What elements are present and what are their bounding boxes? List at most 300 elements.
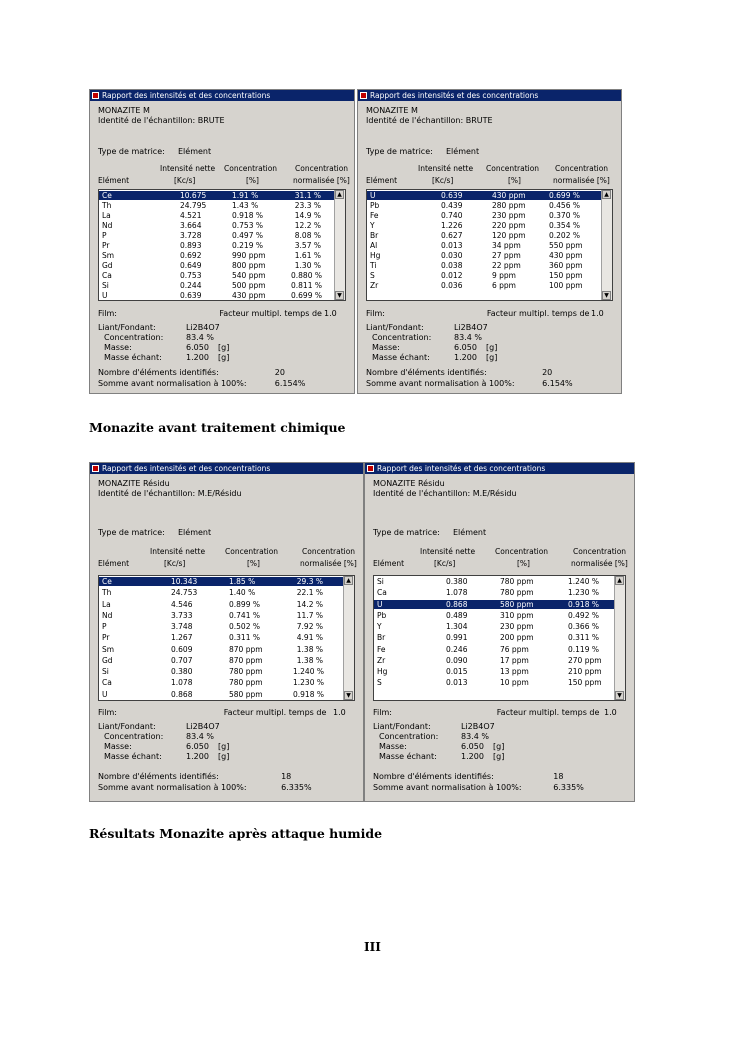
table-row[interactable]	[99, 221, 335, 230]
vertical-scrollbar[interactable]	[343, 576, 354, 700]
element-cell: Ce	[102, 577, 112, 586]
report-window-residu-1	[89, 462, 364, 802]
factor-label: Facteur multipl. temps de	[219, 309, 322, 318]
element-cell: Si	[377, 577, 384, 586]
element-cell: Ca	[377, 588, 387, 598]
normalized-cell: 7.92 %	[296, 622, 323, 632]
concentration-cell: 430 ppm	[492, 191, 526, 200]
table-row[interactable]	[367, 211, 602, 220]
table-row[interactable]	[99, 667, 344, 676]
masse-label: Masse:	[104, 343, 132, 352]
element-list[interactable]	[366, 189, 613, 301]
header-concentration: Concentration	[225, 547, 279, 556]
element-cell: Y	[370, 221, 375, 230]
vertical-scrollbar[interactable]	[334, 190, 345, 300]
sum-value: 6.154%	[542, 379, 573, 388]
table-row[interactable]	[99, 271, 335, 280]
table-row[interactable]	[99, 241, 335, 250]
app-icon	[92, 465, 99, 472]
masse-echant-unit: [g]	[493, 752, 505, 761]
matrix-value: Elément	[453, 528, 487, 537]
intensity-cell: 0.868	[171, 689, 193, 699]
window-titlebar	[365, 463, 634, 474]
element-cell: U	[102, 689, 108, 699]
normalized-cell: 11.7 %	[296, 610, 323, 620]
intensity-cell: 0.090	[446, 655, 468, 665]
normalized-cell: 0.699 %	[291, 291, 322, 300]
intensity-cell: 0.707	[171, 655, 193, 665]
concentration-cell: 1.85 %	[229, 577, 256, 586]
element-count-label: Nombre d'éléments identifiés:	[98, 368, 219, 377]
masse-echant-label: Masse échant:	[372, 353, 430, 362]
intensity-cell: 1.304	[446, 622, 468, 632]
intensity-cell: 0.753	[180, 271, 202, 280]
header-element: Elément	[366, 176, 398, 185]
table-row[interactable]	[99, 201, 335, 210]
sum-value: 6.335%	[281, 783, 312, 792]
concentration-cell: 0.497 %	[232, 231, 263, 240]
masse-echant-unit: [g]	[218, 752, 230, 761]
element-count-label: Nombre d'éléments identifiés:	[98, 772, 219, 781]
masse-echant-label: Masse échant:	[379, 752, 437, 761]
concentration-cell: 580 ppm	[500, 599, 534, 609]
sum-value: 6.154%	[274, 379, 306, 388]
intensity-cell: 0.038	[441, 261, 463, 270]
table-row[interactable]	[99, 622, 344, 631]
element-count-value: 20	[542, 368, 553, 377]
concentration-cell: 780 ppm	[500, 577, 534, 586]
table-row[interactable]	[374, 577, 615, 586]
concentration-cell: 870 ppm	[229, 655, 263, 665]
intensity-cell: 0.627	[441, 231, 463, 240]
element-cell: Si	[102, 281, 109, 290]
normalized-cell: 1.38 %	[296, 644, 323, 654]
header-concentration: Concentration	[486, 164, 540, 173]
intensity-cell: 0.013	[446, 678, 468, 688]
normalized-cell: 1.38 %	[296, 655, 323, 665]
header-intensity-unit: [Kc/s]	[174, 176, 196, 185]
table-row[interactable]	[99, 645, 344, 654]
intensity-cell: 3.748	[171, 622, 193, 632]
intensity-cell: 0.244	[180, 281, 202, 290]
table-row[interactable]	[367, 231, 602, 240]
header-intensity-unit: [Kc/s]	[164, 559, 186, 568]
masse-unit: [g]	[218, 742, 230, 751]
concentration-cell: 310 ppm	[500, 610, 534, 620]
normalized-cell: 0.202 %	[549, 231, 580, 240]
element-cell: Y	[377, 622, 382, 632]
sample-id: Identité de l'échantillon: M.E/Résidu	[98, 489, 242, 498]
normalized-cell: 0.699 %	[549, 191, 580, 200]
table-row[interactable]	[99, 577, 344, 586]
table-row[interactable]	[374, 645, 615, 654]
window-title: Rapport des intensités et des concentrations	[102, 91, 271, 100]
intensity-cell: 1.078	[446, 588, 468, 598]
normalized-cell: 0.119 %	[568, 644, 599, 654]
table-row[interactable]	[99, 690, 344, 699]
element-cell: P	[102, 622, 107, 632]
header-concentration: Concentration	[224, 164, 278, 173]
arrow-down-icon: ▼	[346, 692, 351, 699]
element-cell: U	[377, 599, 383, 609]
concentration-label: Concentration:	[379, 732, 439, 741]
masse-echant-label: Masse échant:	[104, 353, 162, 362]
scroll-up-button[interactable]	[335, 190, 344, 199]
element-cell: La	[102, 211, 111, 220]
concentration-cell: 0.311 %	[229, 633, 260, 643]
liant-value: Li2B4O7	[461, 722, 495, 731]
app-icon	[92, 92, 99, 99]
window-titlebar	[90, 90, 354, 101]
normalized-cell: 0.811 %	[291, 281, 322, 290]
header-normalized: Concentration	[555, 164, 609, 173]
liant-value: Li2B4O7	[186, 722, 220, 731]
element-count-label: Nombre d'éléments identifiés:	[366, 368, 487, 377]
header-normalized-unit: normalisée [%]	[571, 559, 628, 568]
film-label: Film:	[98, 309, 117, 318]
table-row[interactable]	[374, 622, 615, 631]
arrow-up-icon: ▲	[346, 577, 351, 584]
vertical-scrollbar[interactable]	[601, 190, 612, 300]
factor-label: Facteur multipl. temps de	[223, 708, 327, 717]
element-cell: Nd	[102, 610, 113, 620]
element-cell: Br	[370, 231, 379, 240]
header-concentration-unit: [%]	[517, 559, 530, 568]
element-cell: Nd	[102, 221, 113, 230]
element-count-value: 18	[281, 772, 292, 781]
normalized-cell: 8.08 %	[294, 231, 321, 240]
sum-label: Somme avant normalisation à 100%:	[98, 379, 247, 388]
intensity-cell: 0.380	[446, 577, 468, 586]
sum-label: Somme avant normalisation à 100%:	[373, 783, 522, 792]
masse-label: Masse:	[104, 742, 132, 751]
arrow-up-icon: ▲	[604, 191, 609, 198]
element-cell: S	[370, 271, 375, 280]
scroll-down-button[interactable]	[615, 691, 624, 700]
sample-name: MONAZITE Résidu	[98, 479, 170, 488]
normalized-cell: 100 ppm	[549, 281, 583, 290]
header-concentration-unit: [%]	[508, 176, 521, 185]
element-list[interactable]	[98, 189, 346, 301]
concentration-cell: 6 ppm	[492, 281, 516, 290]
table-row[interactable]	[367, 241, 602, 250]
header-element: Elément	[373, 559, 405, 568]
intensity-cell: 24.753	[171, 588, 198, 598]
matrix-label: Type de matrice:	[98, 528, 165, 537]
masse-label: Masse:	[379, 742, 407, 751]
liant-value: Li2B4O7	[454, 323, 488, 332]
element-cell: Ti	[370, 261, 377, 270]
header-intensity: Intensité nette	[150, 547, 206, 556]
masse-unit: [g]	[493, 742, 505, 751]
intensity-cell: 1.078	[171, 678, 193, 688]
normalized-cell: 150 ppm	[568, 678, 602, 688]
arrow-up-icon: ▲	[337, 191, 342, 198]
normalized-cell: 0.311 %	[568, 633, 599, 643]
arrow-up-icon: ▲	[617, 577, 622, 584]
concentration-label: Concentration:	[372, 333, 432, 342]
normalized-cell: 1.230 %	[568, 588, 599, 598]
concentration-cell: 0.219 %	[232, 241, 263, 250]
intensity-cell: 0.893	[180, 241, 202, 250]
masse-unit: [g]	[218, 343, 230, 352]
intensity-cell: 4.521	[180, 211, 202, 220]
table-row[interactable]	[99, 611, 344, 620]
scroll-up-button[interactable]	[344, 576, 353, 585]
table-row[interactable]	[367, 201, 602, 210]
table-row[interactable]	[367, 271, 602, 280]
masse-value: 6.050	[186, 343, 209, 352]
concentration-cell: 76 ppm	[500, 644, 529, 654]
matrix-label: Type de matrice:	[98, 147, 165, 156]
concentration-value: 83.4 %	[186, 333, 214, 342]
intensity-cell: 1.226	[441, 221, 463, 230]
page-number: III	[364, 940, 381, 954]
normalized-cell: 210 ppm	[568, 667, 602, 677]
element-list[interactable]	[373, 575, 626, 701]
normalized-cell: 550 ppm	[549, 241, 583, 250]
sum-label: Somme avant normalisation à 100%:	[98, 783, 247, 792]
window-title: Rapport des intensités et des concentrations	[370, 91, 539, 100]
masse-echant-value: 1.200	[186, 353, 209, 362]
element-cell: Hg	[377, 667, 388, 677]
element-cell: Ce	[102, 191, 112, 200]
liant-label: Liant/Fondant:	[366, 323, 424, 332]
liant-label: Liant/Fondant:	[98, 722, 156, 731]
sample-id: Identité de l'échantillon: BRUTE	[98, 116, 225, 125]
masse-unit: [g]	[486, 343, 498, 352]
table-row[interactable]	[99, 600, 344, 609]
normalized-cell: 31.1 %	[294, 191, 321, 200]
intensity-cell: 1.267	[171, 633, 193, 643]
intensity-cell: 0.692	[180, 251, 202, 260]
intensity-cell: 24.795	[180, 201, 207, 210]
header-intensity: Intensité nette	[160, 164, 216, 173]
concentration-value: 83.4 %	[454, 333, 482, 342]
concentration-cell: 0.899 %	[229, 599, 260, 609]
sum-value: 6.335%	[553, 783, 584, 792]
liant-label: Liant/Fondant:	[373, 722, 431, 731]
scroll-up-button[interactable]	[602, 190, 611, 199]
intensity-cell: 0.991	[446, 633, 468, 643]
scroll-down-button[interactable]	[602, 291, 611, 300]
masse-value: 6.050	[454, 343, 477, 352]
table-row[interactable]	[367, 281, 602, 290]
normalized-cell: 4.91 %	[296, 633, 323, 643]
table-row[interactable]	[99, 281, 335, 290]
concentration-cell: 230 ppm	[492, 211, 526, 220]
window-title: Rapport des intensités et des concentrations	[377, 464, 546, 473]
element-cell: La	[102, 599, 111, 609]
scroll-down-button[interactable]	[335, 291, 344, 300]
normalized-cell: 430 ppm	[549, 251, 583, 260]
element-cell: Pb	[377, 610, 387, 620]
intensity-cell: 0.649	[180, 261, 202, 270]
normalized-cell: 3.57 %	[294, 241, 321, 250]
element-cell: Fe	[370, 211, 379, 220]
normalized-cell: 0.492 %	[568, 610, 599, 620]
factor-value: 1.0	[333, 708, 346, 717]
sample-name: MONAZITE Résidu	[373, 479, 445, 488]
intensity-cell: 0.639	[180, 291, 202, 300]
element-list[interactable]	[98, 575, 355, 701]
intensity-cell: 3.728	[180, 231, 202, 240]
intensity-cell: 0.012	[441, 271, 463, 280]
element-cell: U	[102, 291, 108, 300]
intensity-cell: 0.246	[446, 644, 468, 654]
concentration-cell: 540 ppm	[232, 271, 266, 280]
sum-label: Somme avant normalisation à 100%:	[366, 379, 515, 388]
element-cell: Br	[377, 633, 386, 643]
table-row[interactable]	[99, 191, 335, 200]
element-cell: Th	[102, 201, 112, 210]
concentration-cell: 230 ppm	[500, 622, 534, 632]
concentration-cell: 22 ppm	[492, 261, 521, 270]
sample-id: Identité de l'échantillon: M.E/Résidu	[373, 489, 517, 498]
film-label: Film:	[98, 708, 117, 717]
concentration-label: Concentration:	[104, 732, 164, 741]
intensity-cell: 4.546	[171, 599, 193, 609]
intensity-cell: 10.343	[171, 577, 198, 586]
scroll-down-button[interactable]	[344, 691, 353, 700]
concentration-cell: 580 ppm	[229, 689, 263, 699]
table-row[interactable]	[367, 251, 602, 260]
intensity-cell: 10.675	[180, 191, 207, 200]
intensity-cell: 0.868	[446, 599, 468, 609]
normalized-cell: 14.9 %	[294, 211, 321, 220]
normalized-cell: 1.240 %	[293, 667, 324, 677]
concentration-cell: 34 ppm	[492, 241, 521, 250]
normalized-cell: 1.240 %	[568, 577, 599, 586]
normalized-cell: 12.2 %	[294, 221, 321, 230]
vertical-scrollbar[interactable]	[614, 576, 625, 700]
header-element: Elément	[98, 559, 130, 568]
caption-before-treatment: Monazite avant traitement chimique	[89, 420, 346, 435]
matrix-value: Elément	[178, 147, 212, 156]
table-row[interactable]	[367, 261, 602, 270]
normalized-cell: 270 ppm	[568, 655, 602, 665]
film-label: Film:	[366, 309, 385, 318]
header-normalized: Concentration	[302, 547, 356, 556]
concentration-cell: 9 ppm	[492, 271, 516, 280]
concentration-cell: 800 ppm	[232, 261, 266, 270]
concentration-cell: 1.40 %	[229, 588, 256, 598]
window-title: Rapport des intensités et des concentrations	[102, 464, 271, 473]
table-row[interactable]	[367, 221, 602, 230]
intensity-cell: 0.639	[441, 191, 463, 200]
table-row[interactable]	[99, 633, 344, 642]
table-row[interactable]	[367, 191, 602, 200]
element-cell: Pr	[102, 633, 110, 643]
header-intensity-unit: [Kc/s]	[432, 176, 454, 185]
intensity-cell: 0.489	[446, 610, 468, 620]
concentration-value: 83.4 %	[186, 732, 214, 741]
element-cell: Si	[102, 667, 109, 677]
table-row[interactable]	[374, 678, 615, 687]
concentration-cell: 0.741 %	[229, 610, 260, 620]
arrow-down-icon: ▼	[617, 692, 622, 699]
normalized-cell: 150 ppm	[549, 271, 583, 280]
concentration-cell: 0.918 %	[232, 211, 263, 220]
element-cell: Gd	[102, 261, 113, 270]
element-cell: Pr	[102, 241, 110, 250]
factor-label: Facteur multipl. temps de	[486, 309, 590, 318]
film-label: Film:	[373, 708, 392, 717]
report-window-brute-2	[357, 89, 622, 394]
report-window-brute-1	[89, 89, 355, 394]
normalized-cell: 0.370 %	[549, 211, 580, 220]
factor-value: 1.0	[591, 309, 604, 318]
matrix-label: Type de matrice:	[373, 528, 440, 537]
table-row[interactable]	[99, 231, 335, 240]
normalized-cell: 0.918 %	[293, 689, 324, 699]
table-row[interactable]	[99, 251, 335, 260]
normalized-cell: 0.354 %	[549, 221, 580, 230]
header-normalized-unit: normalisée [%]	[553, 176, 610, 185]
masse-echant-unit: [g]	[486, 353, 498, 362]
table-row[interactable]	[374, 656, 615, 665]
table-row[interactable]	[374, 611, 615, 620]
element-cell: Fe	[377, 644, 386, 654]
normalized-cell: 29.3 %	[296, 577, 323, 586]
header-intensity-unit: [Kc/s]	[434, 559, 456, 568]
table-row[interactable]	[99, 291, 335, 300]
table-row[interactable]	[99, 261, 335, 270]
factor-value: 1.0	[324, 309, 337, 318]
concentration-cell: 430 ppm	[232, 291, 266, 300]
header-concentration-unit: [%]	[246, 176, 259, 185]
header-intensity: Intensité nette	[420, 547, 476, 556]
table-row[interactable]	[374, 600, 615, 609]
element-cell: P	[102, 231, 107, 240]
element-count-value: 18	[553, 772, 564, 781]
element-cell: Zr	[377, 655, 386, 665]
normalized-cell: 360 ppm	[549, 261, 583, 270]
normalized-cell: 0.456 %	[549, 201, 580, 210]
header-element: Elément	[98, 176, 130, 185]
masse-value: 6.050	[461, 742, 484, 751]
concentration-cell: 0.753 %	[232, 221, 263, 230]
matrix-label: Type de matrice:	[366, 147, 433, 156]
table-row[interactable]	[99, 588, 344, 597]
table-row[interactable]	[374, 588, 615, 597]
concentration-cell: 280 ppm	[492, 201, 526, 210]
scroll-up-button[interactable]	[615, 576, 624, 585]
element-cell: Hg	[370, 251, 381, 260]
table-row[interactable]	[99, 678, 344, 687]
factor-label: Facteur multipl. temps de	[496, 708, 600, 717]
intensity-cell: 0.740	[441, 211, 463, 220]
intensity-cell: 3.664	[180, 221, 202, 230]
normalized-cell: 14.2 %	[296, 599, 323, 609]
matrix-value: Elément	[446, 147, 480, 156]
table-row[interactable]	[374, 667, 615, 676]
table-row[interactable]	[374, 633, 615, 642]
concentration-cell: 13 ppm	[500, 667, 529, 677]
element-cell: Al	[370, 241, 378, 250]
table-row[interactable]	[99, 211, 335, 220]
arrow-down-icon: ▼	[604, 292, 609, 299]
sample-name: MONAZITE M	[98, 106, 150, 115]
caption-after-attack: Résultats Monazite après attaque humide	[89, 826, 383, 841]
app-icon	[360, 92, 367, 99]
table-row[interactable]	[99, 656, 344, 665]
concentration-cell: 780 ppm	[500, 588, 534, 598]
element-cell: Sm	[102, 251, 115, 260]
intensity-cell: 0.609	[171, 644, 193, 654]
concentration-cell: 870 ppm	[229, 644, 263, 654]
normalized-cell: 1.30 %	[294, 261, 321, 270]
